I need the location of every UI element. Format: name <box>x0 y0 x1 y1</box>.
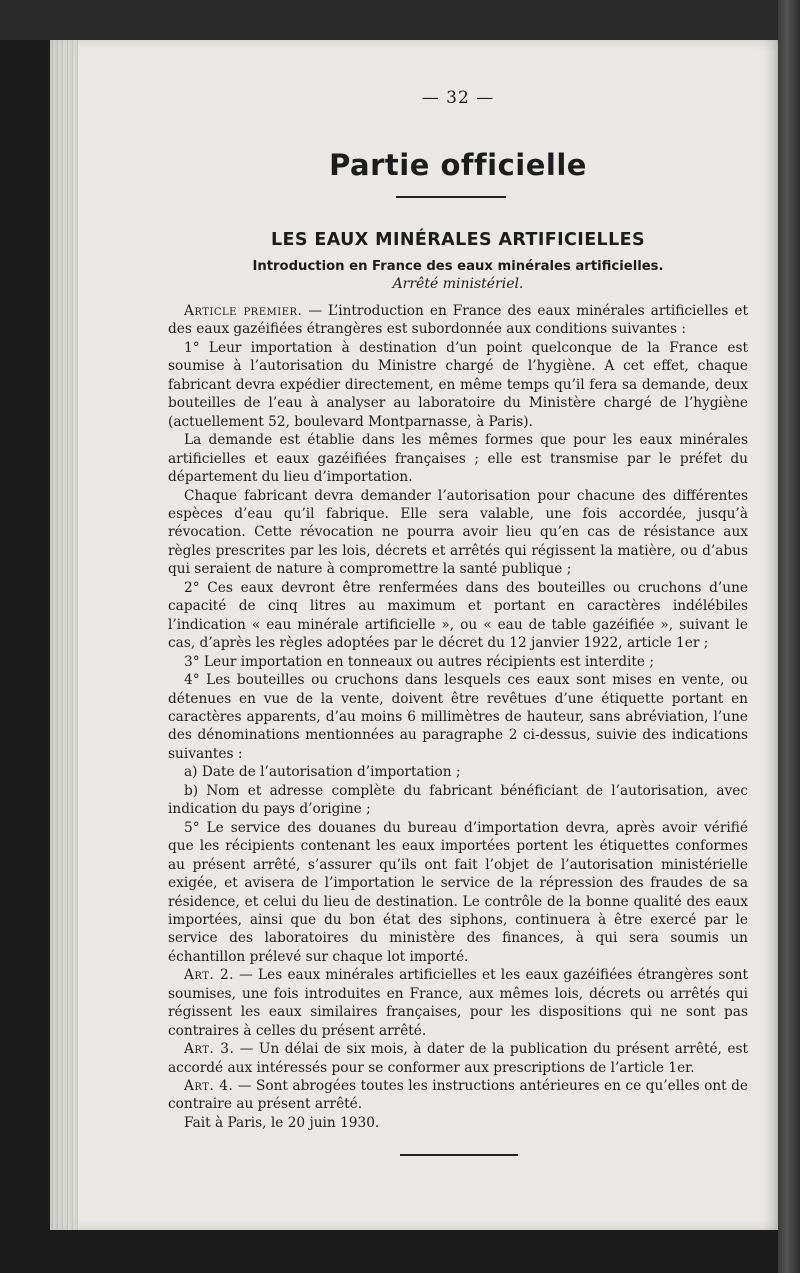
article-3-text: — Un délai de six mois, à dater de la publication du présent arrêté, est accordé aux intéressés pour se conformer aux prescriptions de l’article 1er. <box>168 1041 748 1076</box>
article-premier-label: Article premier. <box>184 303 303 319</box>
signature-line: Fait à Paris, le 20 juin 1930. <box>184 1114 380 1131</box>
scanner-background-top <box>0 0 800 40</box>
paragraph-8: b) Nom et adresse complète du fabricant bénéficiant de l’autorisation, avec indication du pays d’origine ; <box>168 782 748 818</box>
section-title: Partie officielle <box>329 148 587 182</box>
end-rule <box>400 1154 518 1156</box>
article-title: LES EAUX MINÉRALES ARTIFICIELLES <box>270 230 646 250</box>
paragraph-5: 3° Leur importation en tonneaux ou autres récipients est interdite ; <box>184 653 654 670</box>
title-rule <box>396 196 506 198</box>
intro-line: Introduction en France des eaux minérales artificielles. <box>252 259 664 274</box>
article-2-label: Art. 2. <box>184 967 234 984</box>
paragraph-7: a) Date de l’autorisation d’importation ; <box>184 764 461 781</box>
paragraph-6: 4° Les bouteilles ou cruchons dans lesquels ces eaux sont mises en vente, ou détenues en vue de la vente, doivent être revêtues d’une étiquette portant en caractères apparents, d’au moins 6 millimètres de hauteur, sans abréviation, l’une des dénominations mentionnées au paragraphe 2 ci-dessus, suivie des indications suivantes : <box>168 672 748 762</box>
article-4-label: Art. 4. <box>184 1078 234 1095</box>
article-4-text: — Sont abrogées toutes les instructions antérieures en ce qu’elles ont de contraire au présent arrêté. <box>168 1078 748 1113</box>
paragraph-3: Chaque fabricant devra demander l’autorisation pour chacune des différentes espèces d’eau qu’il fabrique. Elle sera valable, une fois accordée, jusqu’à révocation. Cette révocation ne pourra avoir lieu qu’en cas de résistance aux règles prescrites par les lois, décrets et arrêtés qui régissent la matière, ou d’abus qui seraient de nature à compromettre la santé publique ; <box>168 487 748 578</box>
article-premier-text: — L’introduction en France des eaux minérales artificielles et des eaux gazéifiées étrangères est subordonnée aux conditions suivantes : <box>168 303 748 338</box>
article-2 <box>168 966 748 1040</box>
paragraph-1: 1° Leur importation à destination d’un point quelconque de la France est soumise à l’autorisation du Ministre chargé de l’hygiène. A cet effet, chaque fabricant devra expédier directement, en même temps qu’il fera sa demande, deux bouteilles de l’eau à analyser au laboratoire du Ministère chargé de l’hygiène (actuellement 52, boulevard Montparnasse, à Paris). <box>168 339 748 430</box>
arrete-label: Arrêté ministériel. <box>392 276 524 292</box>
paragraph-4: 2° Ces eaux devront être renfermées dans des bouteilles ou cruchons d’une capacité de cinq litres au maximum et portant en caractères indélébiles l’indication « eau minérale artificielle », ou « eau de table gazéifiée », suivant le cas, d’après les règles adoptées par le décret du 12 janvier 1922, article 1er ; <box>168 579 748 652</box>
article-3 <box>168 1040 748 1077</box>
paragraph-2: La demande est établie dans les mêmes formes que pour les eaux minérales artificielles et eaux gazéifiées françaises ; elle est transmise par le préfet du département du lieu d’importation. <box>168 432 748 486</box>
page-content <box>168 88 748 1156</box>
article-2-text: — Les eaux minérales artificielles et les eaux gazéifiées étrangères sont soumises, une fois introduites en France, aux mêmes lois, décrets ou arrêtés qui régissent les eaux similaires françaises, pour les dispositions qui ne sont pas contraires à celles du présent arrêté. <box>168 967 748 1039</box>
page-number: — 32 — <box>421 88 495 108</box>
page-stack-edge <box>50 40 78 1230</box>
article-premier <box>168 302 748 339</box>
article-3-label: Art. 3. <box>184 1041 235 1058</box>
article-4 <box>168 1077 748 1114</box>
paragraph-9: 5° Le service des douanes du bureau d’importation devra, après avoir vérifié que les récipients contenant les eaux importées portent les étiquettes conformes au présent arrêté, s’assurer qu’ils ont fait l’objet de l’autorisation ministérielle exigée, et avisera de l’importation le service de la répression des fraudes de sa résidence, et celui du lieu de destination. Le contrôle de la bonne qualité des eaux importées, ainsi que du bon état des siphons, continuera à être exercé par le service des laboratoires du ministère des finances, à qui sera soumis un échantillon prélevé sur chaque lot importé. <box>168 819 748 965</box>
scanner-background-right <box>778 0 800 1273</box>
document-body <box>168 302 748 1132</box>
